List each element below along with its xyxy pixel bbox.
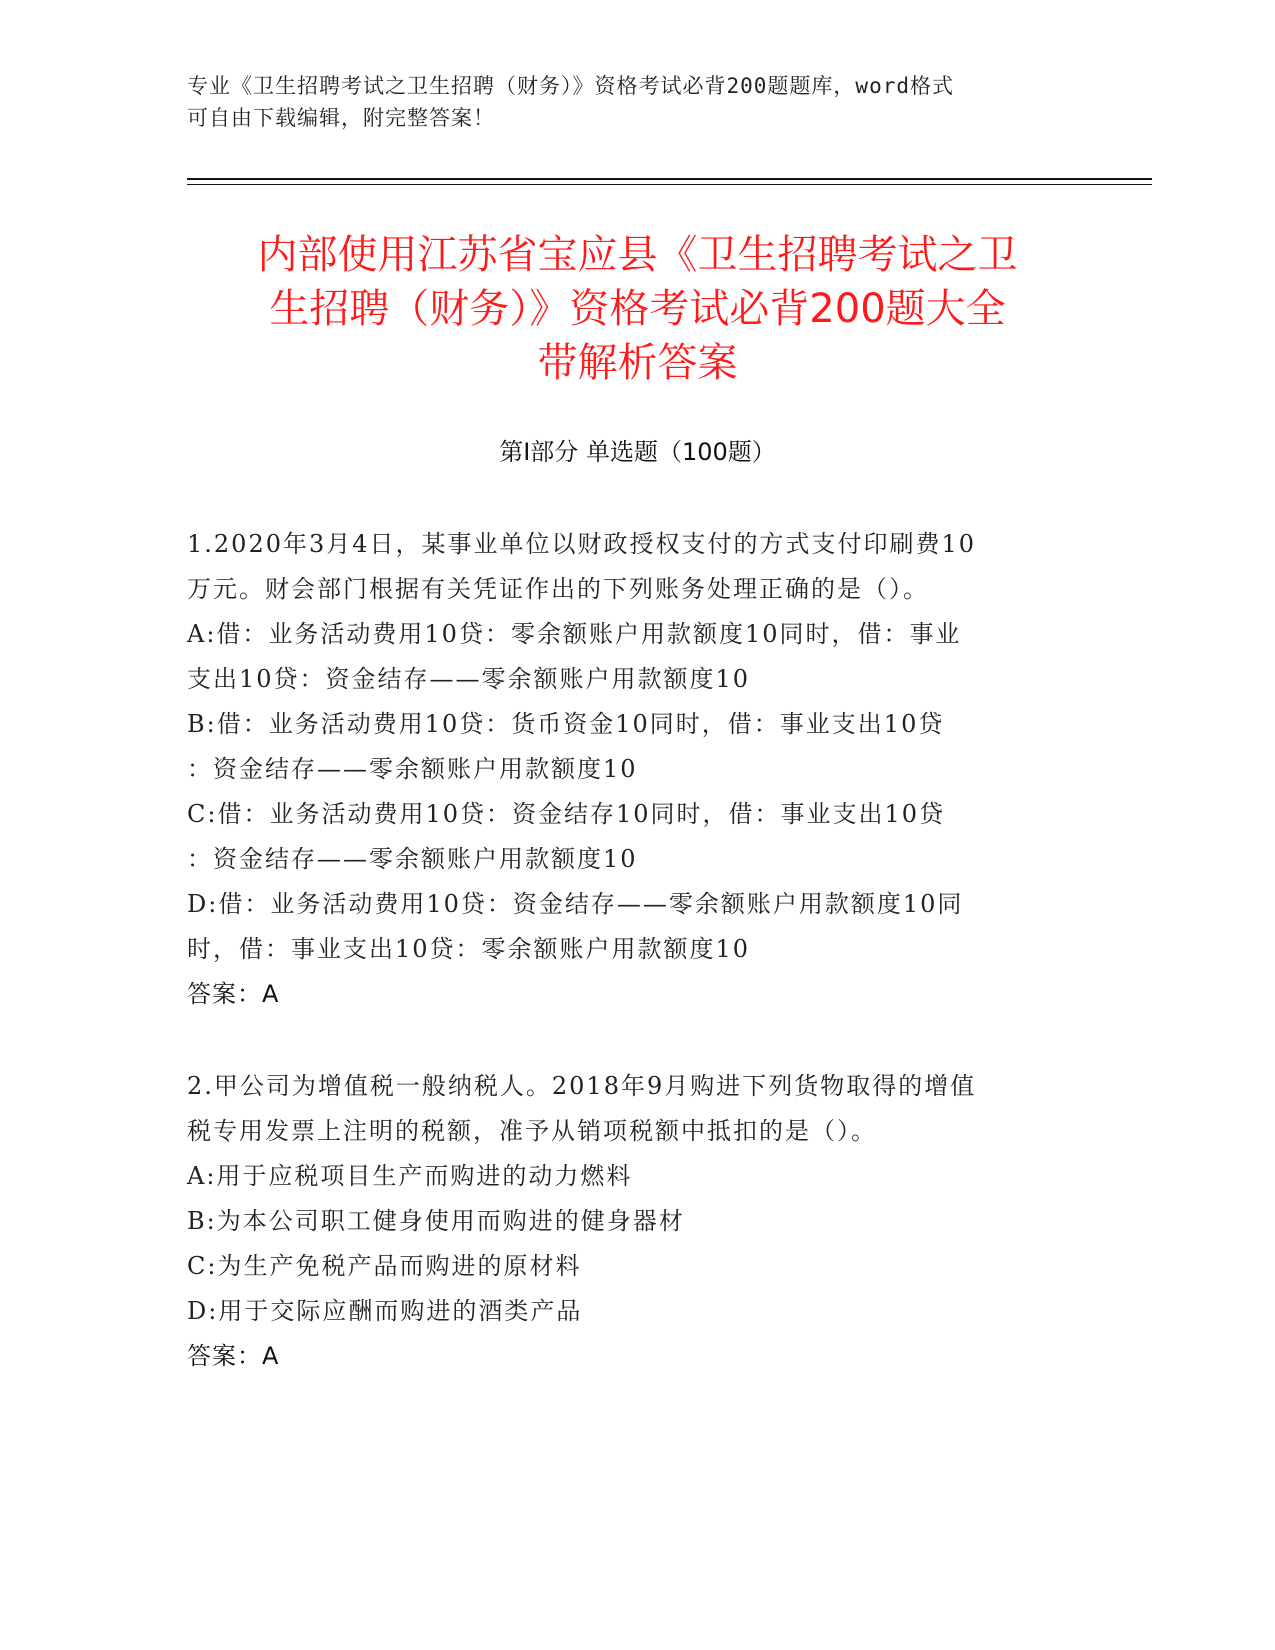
question-1-option-b-line-2: ：资金结存——零余额账户用款额度10: [187, 755, 638, 783]
header-note-line-1: 专业《卫生招聘考试之卫生招聘（财务）》资格考试必背200题题库，word格式: [187, 74, 954, 98]
question-2-stem-line-1: 2.甲公司为增值税一般纳税人。2018年9月购进下列货物取得的增值: [187, 1072, 977, 1100]
question-1-option-d-line-1: D:借：业务活动费用10贷：资金结存——零余额账户用款额度10同: [187, 890, 964, 918]
question-2-option-b: B:为本公司职工健身使用而购进的健身器材: [187, 1207, 685, 1235]
header-rule-thick: [187, 178, 1152, 180]
question-2-option-d: D:用于交际应酬而购进的酒类产品: [187, 1297, 583, 1325]
section-heading: 第Ⅰ部分 单选题（100题）: [499, 438, 776, 466]
document-title-line-2: 生招聘（财务）》资格考试必背200题大全: [269, 286, 1006, 332]
question-1-option-c-line-1: C:借：业务活动费用10贷：资金结存10同时，借：事业支出10贷: [187, 800, 946, 828]
question-1-answer: 答案：A: [187, 980, 280, 1008]
document-title-line-1: 内部使用江苏省宝应县《卫生招聘考试之卫: [257, 232, 1018, 278]
header-note: [187, 70, 1067, 134]
question-block-1: [187, 522, 1082, 1017]
document-title-line-3: 带解析答案: [537, 340, 738, 386]
question-1-option-a-line-1: A:借：业务活动费用10贷：零余额账户用款额度10同时，借：事业: [187, 620, 962, 648]
question-2-stem-line-2: 税专用发票上注明的税额，准予从销项税额中抵扣的是（）。: [187, 1117, 877, 1145]
question-2-answer: 答案：A: [187, 1342, 280, 1370]
header-note-line-2: 可自由下载编辑，附完整答案！: [187, 106, 495, 130]
question-1-stem-line-1: 1.2020年3月4日，某事业单位以财政授权支付的方式支付印刷费10: [187, 530, 977, 558]
header-rule-thin: [187, 184, 1152, 185]
question-1-option-c-line-2: ：资金结存——零余额账户用款额度10: [187, 845, 638, 873]
question-2-option-c: C:为生产免税产品而购进的原材料: [187, 1252, 582, 1280]
question-1-option-a-line-2: 支出10贷：资金结存——零余额账户用款额度10: [187, 665, 751, 693]
document-title: [190, 228, 1085, 390]
question-1-stem-line-2: 万元。财会部门根据有关凭证作出的下列账务处理正确的是（）。: [187, 575, 929, 603]
question-1-option-b-line-1: B:借：业务活动费用10贷：货币资金10同时，借：事业支出10贷: [187, 710, 945, 738]
question-2-option-a: A:用于应税项目生产而购进的动力燃料: [187, 1162, 633, 1190]
question-1-option-d-line-2: 时，借：事业支出10贷：零余额账户用款额度10: [187, 935, 751, 963]
question-block-2: [187, 1064, 1082, 1379]
